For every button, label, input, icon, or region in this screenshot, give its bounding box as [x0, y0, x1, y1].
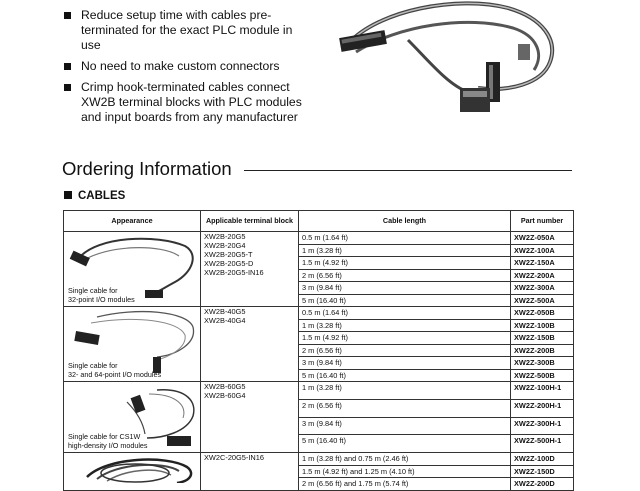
- heading-square-icon: [64, 191, 72, 199]
- cable-length-cell: 1.5 m (4.92 ft) and 1.25 m (4.10 ft): [299, 465, 511, 478]
- header-appearance: Appearance: [64, 211, 201, 232]
- caption-line: Single cable for: [68, 361, 118, 370]
- part-number-cell: XW2Z-150B: [511, 332, 574, 345]
- caption-line: 32-point I/O modules: [68, 294, 135, 304]
- terminal-block-model: XW2B-20G5: [204, 232, 246, 241]
- caption-line: Single cable for: [68, 286, 118, 295]
- part-number-cell: XW2Z-100B: [511, 319, 574, 332]
- feature-item: No need to make custom connectors: [64, 59, 314, 74]
- terminal-block-model: XW2B-40G5: [204, 307, 246, 316]
- cable-length-cell: 0.5 m (1.64 ft): [299, 232, 511, 245]
- cable-length-cell: 5 m (16.40 ft): [299, 435, 511, 453]
- header-part-number: Part number: [511, 211, 574, 232]
- cable-length-cell: 2 m (6.56 ft): [299, 399, 511, 417]
- cable-length-cell: 2 m (6.56 ft): [299, 344, 511, 357]
- cable-length-cell: 5 m (16.40 ft): [299, 369, 511, 382]
- cable-length-cell: 3 m (9.84 ft): [299, 417, 511, 435]
- table-row: [64, 382, 574, 400]
- table-header-row: [64, 211, 574, 232]
- part-number-cell: XW2Z-300H-1: [511, 417, 574, 435]
- terminal-block-model: XW2C-20G5-IN16: [204, 453, 264, 462]
- terminal-block-model: XW2B-60G5: [204, 382, 246, 391]
- bullet-square-icon: [64, 63, 71, 70]
- caption-line: 32- and 64-point I/O modules: [68, 369, 162, 379]
- part-number-cell: XW2Z-500B: [511, 369, 574, 382]
- terminal-block-model: XW2B-20G5-IN16: [204, 268, 264, 277]
- terminal-block-cell: [201, 307, 299, 382]
- appearance-caption: [68, 433, 148, 450]
- cable-length-cell: 1.5 m (4.92 ft): [299, 332, 511, 345]
- part-number-cell: XW2Z-100H-1: [511, 382, 574, 400]
- cable-length-cell: 3 m (9.84 ft): [299, 282, 511, 295]
- table-row: [64, 307, 574, 320]
- part-number-cell: XW2Z-050B: [511, 307, 574, 320]
- part-number-cell: XW2Z-200H-1: [511, 399, 574, 417]
- part-number-cell: XW2Z-300B: [511, 357, 574, 370]
- cable-length-cell: 1 m (3.28 ft): [299, 244, 511, 257]
- cable-length-cell: 1 m (3.28 ft): [299, 319, 511, 332]
- cable-illustration: [67, 453, 204, 483]
- subsection-title: CABLES: [64, 190, 125, 202]
- caption-line: high-density I/O modules: [68, 440, 148, 450]
- terminal-block-model: XW2B-20G5-D: [204, 259, 254, 268]
- cable-length-cell: 2 m (6.56 ft): [299, 269, 511, 282]
- table-row: [64, 453, 574, 466]
- appearance-cell: [64, 453, 201, 491]
- terminal-block-cell: [201, 453, 299, 491]
- part-number-cell: XW2Z-100A: [511, 244, 574, 257]
- terminal-block-model: XW2B-60G4: [204, 391, 246, 400]
- feature-item: Crimp hook-terminated cables connect XW2B terminal blocks with PLC modules and input boards from any manufacturer: [64, 80, 314, 125]
- cable-length-cell: 1.5 m (4.92 ft): [299, 257, 511, 270]
- caption-line: Single cable for CS1W: [68, 432, 141, 441]
- bullet-square-icon: [64, 12, 71, 19]
- header-terminal-block: Applicable terminal block: [201, 211, 299, 232]
- cable-length-cell: 1 m (3.28 ft): [299, 382, 511, 400]
- appearance-caption: [68, 287, 135, 304]
- cable-length-cell: 2 m (6.56 ft) and 1.75 m (5.74 ft): [299, 478, 511, 491]
- terminal-block-cell: [201, 232, 299, 307]
- part-number-cell: XW2Z-200A: [511, 269, 574, 282]
- header-cable-length: Cable length: [299, 211, 511, 232]
- appearance-cell: [64, 232, 201, 307]
- section-divider: [244, 170, 572, 171]
- terminal-block-model: XW2B-40G4: [204, 316, 246, 325]
- bullet-square-icon: [64, 84, 71, 91]
- cables-table: [63, 210, 574, 491]
- feature-item: Reduce setup time with cables pre-terminated for the exact PLC module in use: [64, 8, 314, 53]
- part-number-cell: XW2Z-200D: [511, 478, 574, 491]
- part-number-cell: XW2Z-500H-1: [511, 435, 574, 453]
- cable-length-cell: 1 m (3.28 ft) and 0.75 m (2.46 ft): [299, 453, 511, 466]
- appearance-caption: [68, 362, 161, 379]
- section-title: Ordering Information: [62, 158, 232, 179]
- terminal-block-cell: [201, 382, 299, 453]
- table-row: [64, 232, 574, 245]
- terminal-block-model: XW2B-20G4: [204, 241, 246, 250]
- terminal-block-model: XW2B-20G5-T: [204, 250, 253, 259]
- table-body: [64, 232, 574, 491]
- feature-list: [64, 8, 314, 131]
- cable-length-cell: 0.5 m (1.64 ft): [299, 307, 511, 320]
- cable-length-cell: 3 m (9.84 ft): [299, 357, 511, 370]
- part-number-cell: XW2Z-200B: [511, 344, 574, 357]
- part-number-cell: XW2Z-100D: [511, 453, 574, 466]
- part-number-cell: XW2Z-500A: [511, 294, 574, 307]
- part-number-cell: XW2Z-150D: [511, 465, 574, 478]
- cable-length-cell: 5 m (16.40 ft): [299, 294, 511, 307]
- part-number-cell: XW2Z-050A: [511, 232, 574, 245]
- cable-product-photo: [338, 0, 570, 120]
- appearance-cell: [64, 382, 201, 453]
- appearance-cell: [64, 307, 201, 382]
- part-number-cell: XW2Z-300A: [511, 282, 574, 295]
- part-number-cell: XW2Z-150A: [511, 257, 574, 270]
